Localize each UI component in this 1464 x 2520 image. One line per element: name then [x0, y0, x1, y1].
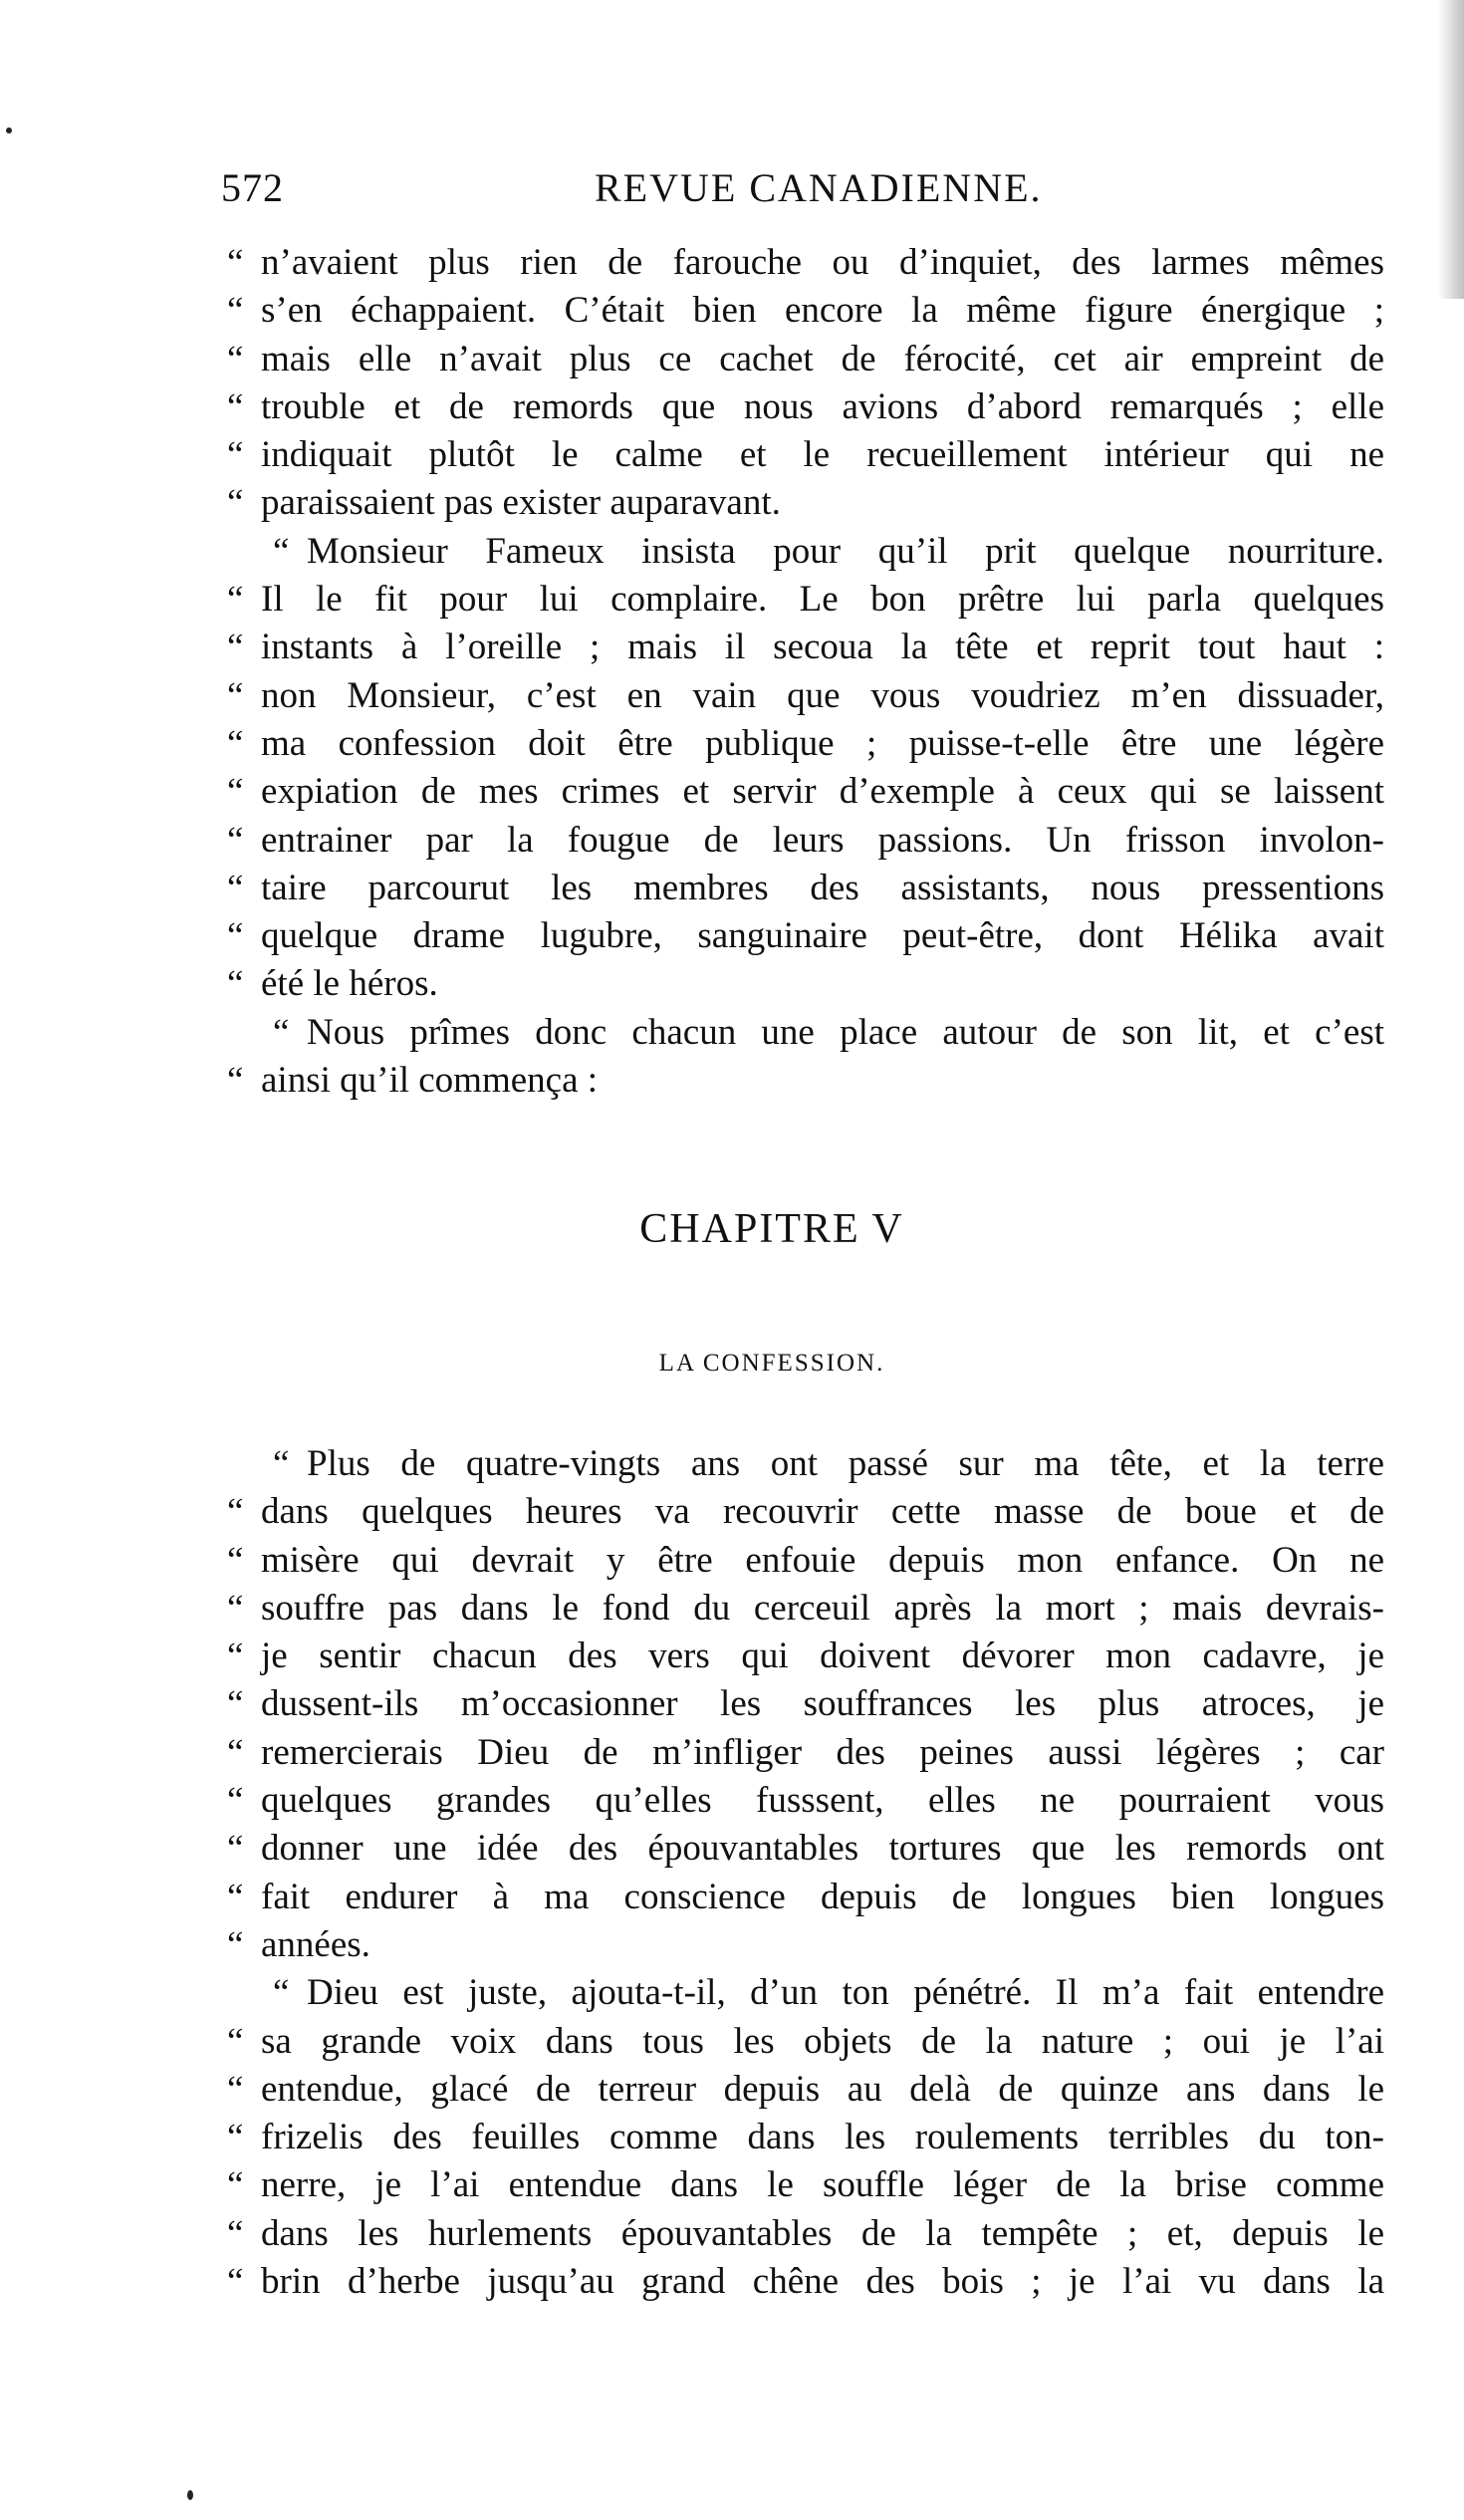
text-line: [227, 1729, 1392, 1777]
running-title: REVUE CANADIENNE.: [595, 165, 1043, 210]
line-text: dussent-ils m’occasionner les souffrances les plus atroces, je: [261, 1683, 1384, 1725]
line-text: n’avaient plus rien de farouche ou d’inquiet, des larmes mêmes: [261, 242, 1384, 283]
quote-mark: “: [227, 434, 244, 476]
text-line: [227, 431, 1392, 479]
text-line: [227, 1585, 1392, 1633]
page-number: 572: [221, 165, 284, 210]
quote-mark: “: [227, 771, 244, 813]
quote-mark: “: [227, 674, 244, 716]
line-text: mais elle n’avait plus ce cachet de férocité, cet air empreint de: [261, 338, 1384, 379]
text-line: [227, 2210, 1392, 2258]
line-text: été le héros.: [261, 963, 438, 1005]
text-line: [227, 1874, 1392, 1921]
quote-mark: “: [227, 1683, 244, 1725]
quote-mark: “: [227, 963, 244, 1005]
quote-mark: “: [227, 1923, 244, 1965]
quote-mark: “: [227, 242, 244, 283]
quote-mark: “: [227, 2020, 244, 2062]
text-line: [227, 1825, 1392, 1873]
text-line: [227, 336, 1392, 383]
quote-mark: “: [227, 579, 244, 621]
text-line: [227, 1057, 1392, 1105]
quote-mark: “: [273, 530, 290, 572]
line-text: nerre, je l’ai entendue dans le souffle léger de la brise comme: [261, 2164, 1384, 2206]
line-text: indiquait plutôt le calme et le recueillement intérieur qui ne: [261, 434, 1384, 476]
text-line: [227, 1488, 1392, 1536]
text-line: [227, 2161, 1392, 2209]
line-text: expiation de mes crimes et servir d’exemple à ceux qui se laissent: [261, 771, 1384, 813]
line-text: brin d’herbe jusqu’au grand chêne des bois ; je l’ai vu dans la: [261, 2261, 1384, 2303]
quote-mark: “: [227, 2164, 244, 2206]
line-text: Nous prîmes donc chacun une place autour de son lit, et c’est: [307, 1011, 1384, 1053]
quote-mark: “: [227, 385, 244, 427]
quote-mark: “: [227, 627, 244, 668]
text-line: [227, 1777, 1392, 1825]
quote-mark: “: [227, 1587, 244, 1629]
quote-mark: “: [227, 482, 244, 524]
text-line: [227, 624, 1392, 671]
line-text: ainsi qu’il commença :: [261, 1060, 599, 1102]
text-line: [227, 960, 1392, 1008]
ink-speck: [187, 2490, 193, 2500]
quote-mark: “: [273, 1443, 290, 1484]
page-edge-shadow: [1438, 0, 1464, 299]
quote-mark: “: [227, 2117, 244, 2158]
line-text: Il le fit pour lui complaire. Le bon prêtre lui parla quelques: [261, 579, 1384, 621]
text-line: [227, 576, 1392, 624]
ink-speck: [6, 127, 12, 133]
quote-mark: “: [227, 1060, 244, 1102]
line-text: quelques grandes qu’elles fusssent, elles ne pourraient vous: [261, 1780, 1384, 1822]
quote-mark: “: [227, 338, 244, 379]
quote-mark: “: [273, 1972, 290, 2014]
line-text: misère qui devrait y être enfouie depuis mon enfance. On ne: [261, 1539, 1384, 1581]
text-line: [227, 1633, 1392, 1680]
quote-mark: “: [227, 1539, 244, 1581]
text-line: [227, 2018, 1392, 2066]
line-text: frizelis des feuilles comme dans les roulements terribles du ton-: [261, 2117, 1384, 2158]
text-line: [227, 1680, 1392, 1728]
line-text: années.: [261, 1923, 370, 1965]
text-line: [227, 2258, 1392, 2306]
quote-mark: “: [227, 1780, 244, 1822]
line-text: dans quelques heures va recouvrir cette masse de boue et de: [261, 1491, 1384, 1533]
text-line: [227, 1921, 1392, 1969]
line-text: non Monsieur, c’est en vain que vous voudriez m’en dissuader,: [261, 674, 1384, 716]
text-line: [227, 720, 1392, 768]
line-text: trouble et de remords que nous avions d’abord remarqués ; elle: [261, 385, 1384, 427]
text-line: [227, 479, 1392, 527]
text-block-1: [227, 239, 1392, 1105]
text-line: [227, 912, 1392, 960]
text-line: [227, 2114, 1392, 2161]
quote-mark: “: [227, 2068, 244, 2110]
quote-mark: “: [273, 1011, 290, 1053]
text-line: [227, 383, 1392, 431]
text-line: [227, 865, 1392, 912]
text-line: [227, 817, 1392, 865]
line-text: taire parcourut les membres des assistants, nous pressentions: [261, 867, 1384, 908]
line-text: fait endurer à ma conscience depuis de longues bien longues: [261, 1876, 1384, 1917]
quote-mark: “: [227, 915, 244, 957]
quote-mark: “: [227, 1876, 244, 1917]
quote-mark: “: [227, 2261, 244, 2303]
quote-mark: “: [227, 722, 244, 764]
text-line: [227, 1537, 1392, 1585]
text-line: [227, 2066, 1392, 2114]
text-line: [227, 768, 1392, 816]
chapter-subtitle: LA CONFESSION.: [658, 1350, 885, 1377]
text-block-2: [227, 1440, 1392, 2306]
line-text: Monsieur Fameux insista pour qu’il prit quelque nourriture.: [307, 530, 1384, 572]
line-text: Plus de quatre-vingts ans ont passé sur ma tête, et la terre: [307, 1443, 1384, 1484]
text-line: [227, 1440, 1392, 1488]
quote-mark: “: [227, 290, 244, 332]
quote-mark: “: [227, 1491, 244, 1533]
text-line: [227, 672, 1392, 720]
text-line: [227, 287, 1392, 335]
quote-mark: “: [227, 2212, 244, 2254]
line-text: quelque drame lugubre, sanguinaire peut-être, dont Hélika avait: [261, 915, 1384, 957]
text-line: [227, 528, 1392, 576]
line-text: Dieu est juste, ajouta-t-il, d’un ton pénétré. Il m’a fait entendre: [307, 1972, 1384, 2014]
line-text: s’en échappaient. C’était bien encore la même figure énergique ;: [261, 290, 1384, 332]
quote-mark: “: [227, 1636, 244, 1677]
line-text: dans les hurlements épouvantables de la tempête ; et, depuis le: [261, 2212, 1384, 2254]
line-text: donner une idée des épouvantables tortures que les remords ont: [261, 1828, 1384, 1870]
quote-mark: “: [227, 1731, 244, 1773]
line-text: souffre pas dans le fond du cerceuil après la mort ; mais devrais-: [261, 1587, 1384, 1629]
quote-mark: “: [227, 1828, 244, 1870]
line-text: sa grande voix dans tous les objets de la nature ; oui je l’ai: [261, 2020, 1384, 2062]
line-text: entrainer par la fougue de leurs passions. Un frisson involon-: [261, 819, 1384, 861]
quote-mark: “: [227, 867, 244, 908]
line-text: entendue, glacé de terreur depuis au delà de quinze ans dans le: [261, 2068, 1384, 2110]
page-header: [221, 164, 1406, 224]
chapter-heading: CHAPITRE V: [639, 1206, 904, 1252]
quote-mark: “: [227, 819, 244, 861]
text-line: [227, 1009, 1392, 1057]
line-text: instants à l’oreille ; mais il secoua la tête et reprit tout haut :: [261, 627, 1384, 668]
text-line: [227, 239, 1392, 287]
text-line: [227, 1969, 1392, 2017]
line-text: je sentir chacun des vers qui doivent dévorer mon cadavre, je: [261, 1636, 1384, 1677]
line-text: ma confession doit être publique ; puisse-t-elle être une légère: [261, 722, 1384, 764]
line-text: paraissaient pas exister auparavant.: [261, 482, 781, 524]
line-text: remercierais Dieu de m’infliger des peines aussi légères ; car: [261, 1731, 1384, 1773]
